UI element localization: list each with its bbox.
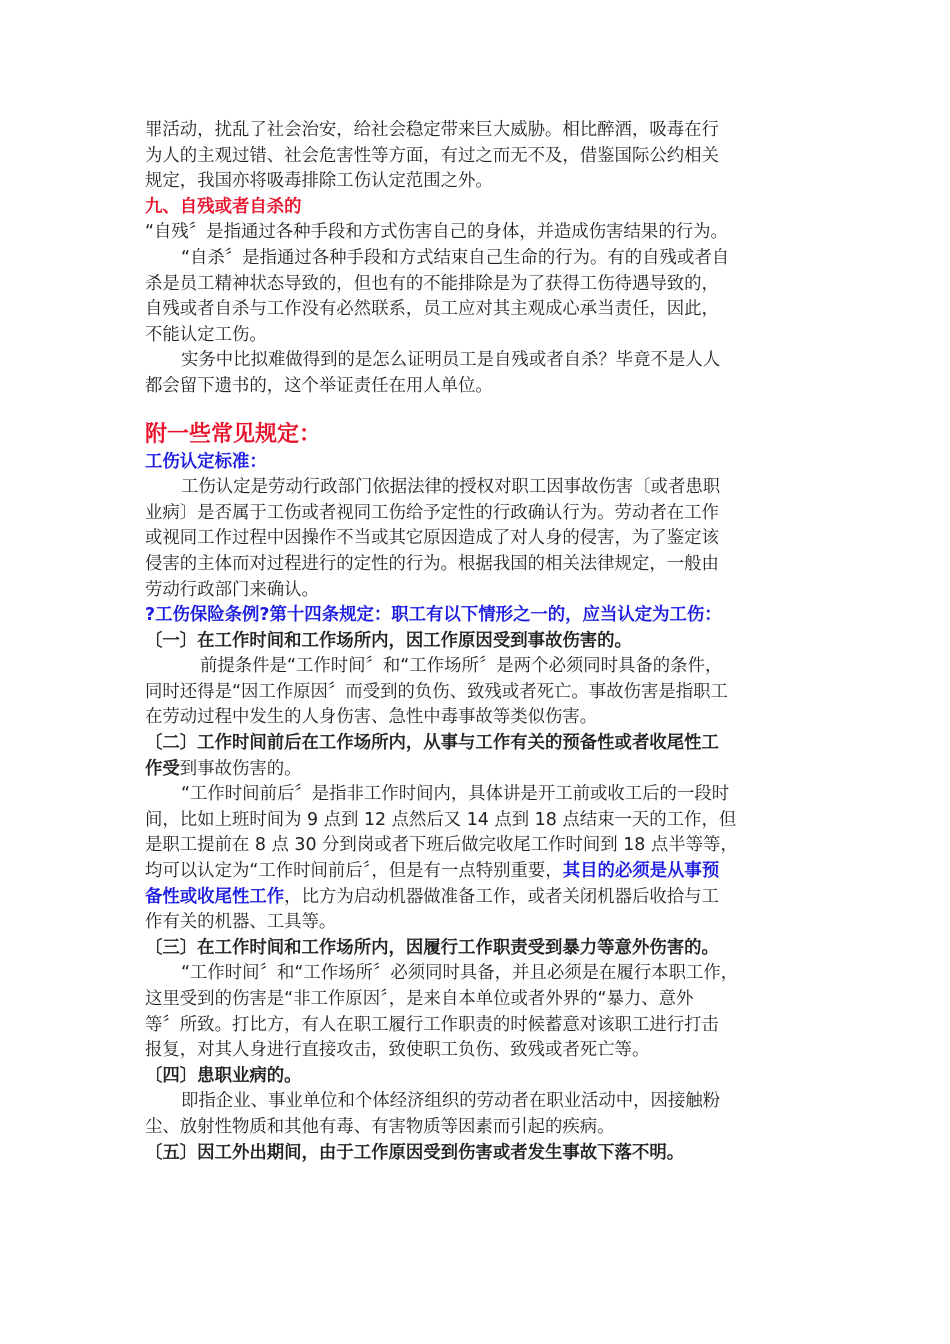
item-1-line: 同时还得是“因工作原因〞而受到的负伤、致残或者死亡。事故伤害是指职工 bbox=[145, 681, 728, 702]
item-3-title: 〔三〕在工作时间和工作场所内，因履行工作职责受到暴力等意外伤害的。 bbox=[145, 937, 719, 958]
item-3-line: 这里受到的伤害是“非工作原因〞，是来自本单位或者外界的“暴力、意外 bbox=[145, 989, 694, 1009]
item-2-line bbox=[145, 885, 815, 911]
standard-line: 或视同工作过程中因操作不当或其它原因造成了对人身的侵害，为了鉴定该 bbox=[145, 528, 719, 549]
item-2-title-cont bbox=[145, 757, 815, 783]
item-2-line: 间，比如上班时间为 9 点到 12 点然后又 14 点到 18 点结束一天的工作，但 bbox=[145, 809, 737, 830]
item-2-emphasis: 其目的必须是从事预 bbox=[562, 861, 720, 882]
item-2-title-bold: 作受 bbox=[145, 758, 180, 779]
item-3-line: 等〞所致。打比方，有人在职工履行工作职责的时候蓄意对该职工进行打击 bbox=[145, 1014, 719, 1035]
item-2-title-rest: 到事故伤害的。 bbox=[179, 758, 302, 779]
item-2-line: 是职工提前在 8 点 30 分到岗或者下班后做完收尾工作时间到 18 点半等等， bbox=[145, 835, 738, 856]
standard-line: 侵害的主体而对过程进行的定性的行为。根据我国的相关法律规定，一般由 bbox=[145, 553, 719, 574]
suicide-definition-line: “自杀〞是指通过各种手段和方式结束自己生命的行为。有的自残或者自 bbox=[181, 247, 730, 268]
item-2-line-text: ，比方为启动机器做准备工作，或者关闭机器后收拾与工 bbox=[284, 886, 719, 907]
standard-line: 工伤认定是劳动行政部门依据法律的授权对职工因事故伤害〔或者患职 bbox=[181, 477, 721, 498]
paragraph-line: 罪活动，扰乱了社会治安，给社会稳定带来巨大威胁。相比醉酒，吸毒在行 bbox=[145, 120, 719, 140]
practice-line: 都会留下遗书的，这个举证责任在用人单位。 bbox=[145, 375, 493, 396]
item-2-line: 作有关的机器、工具等。 bbox=[145, 912, 337, 933]
paragraph-line: 规定，我国亦将吸毒排除工伤认定范围之外。 bbox=[145, 171, 493, 192]
self-harm-definition: “自残〞是指通过各种手段和方式伤害自己的身体，并造成伤害结果的行为。 bbox=[145, 222, 728, 243]
spacer bbox=[145, 400, 815, 420]
item-4-line: 即指企业、事业单位和个体经济组织的劳动者在职业活动中，因接触粉 bbox=[181, 1091, 721, 1112]
document-body bbox=[145, 118, 815, 1166]
item-2-line-text: 均可以认定为“工作时间前后〞，但是有一点特别重要， bbox=[145, 861, 563, 882]
article-14-heading: ?工伤保险条例?第十四条规定：职工有以下情形之一的，应当认定为工伤： bbox=[145, 605, 722, 626]
standard-line: 业病〕是否属于工伤或者视同工伤给予定性的行政确认行为。劳动者在工作 bbox=[145, 502, 719, 523]
standard-line: 劳动行政部门来确认。 bbox=[145, 579, 319, 600]
item-2-line: “工作时间前后〞是指非工作时间内，具体讲是开工前或收工后的一段时 bbox=[181, 784, 730, 805]
appendix-title: 附一些常见规定： bbox=[145, 421, 322, 447]
item-5-title: 〔五〕因工外出期间，由于工作原因受到伤害或者发生事故下落不明。 bbox=[145, 1142, 685, 1163]
paragraph-line: 为人的主观过错、社会危害性等方面，有过之而无不及，借鉴国际公约相关 bbox=[145, 145, 719, 166]
item-3-line: 报复，对其人身进行直接攻击，致使职工负伤、致残或者死亡等。 bbox=[145, 1040, 650, 1061]
item-2-title: 〔二〕工作时间前后在工作场所内，从事与工作有关的预备性或者收尾性工 bbox=[145, 733, 719, 754]
standard-heading: 工伤认定标准： bbox=[145, 451, 267, 472]
suicide-definition-line: 不能认定工伤。 bbox=[145, 324, 267, 345]
section-heading-9: 九、自残或者自杀的 bbox=[145, 196, 302, 217]
item-2-emphasis: 备性或收尾性工作 bbox=[145, 886, 285, 907]
item-4-line: 尘、放射性物质和其他有毒、有害物质等因素而引起的疾病。 bbox=[145, 1116, 615, 1137]
item-1-line: 前提条件是“工作时间〞和“工作场所〞是两个必须同时具备的条件， bbox=[200, 656, 723, 677]
item-3-line: “工作时间〞和“工作场所〞必须同时具备，并且必须是在履行本职工作， bbox=[181, 963, 739, 984]
item-4-title: 〔四〕患职业病的。 bbox=[145, 1065, 302, 1086]
item-1-line: 在劳动过程中发生的人身伤害、急性中毒事故等类似伤害。 bbox=[145, 707, 598, 728]
item-2-line bbox=[145, 859, 815, 885]
item-1-title: 〔一〕在工作时间和工作场所内，因工作原因受到事故伤害的。 bbox=[145, 630, 632, 651]
suicide-definition-line: 自残或者自杀与工作没有必然联系，员工应对其主观成心承当责任，因此， bbox=[145, 299, 719, 320]
suicide-definition-line: 杀是员工精神状态导致的，但也有的不能排除是为了获得工伤待遇导致的， bbox=[145, 273, 719, 294]
practice-line: 实务中比拟难做得到的是怎么证明员工是自残或者自杀？毕竟不是人人 bbox=[181, 350, 721, 371]
